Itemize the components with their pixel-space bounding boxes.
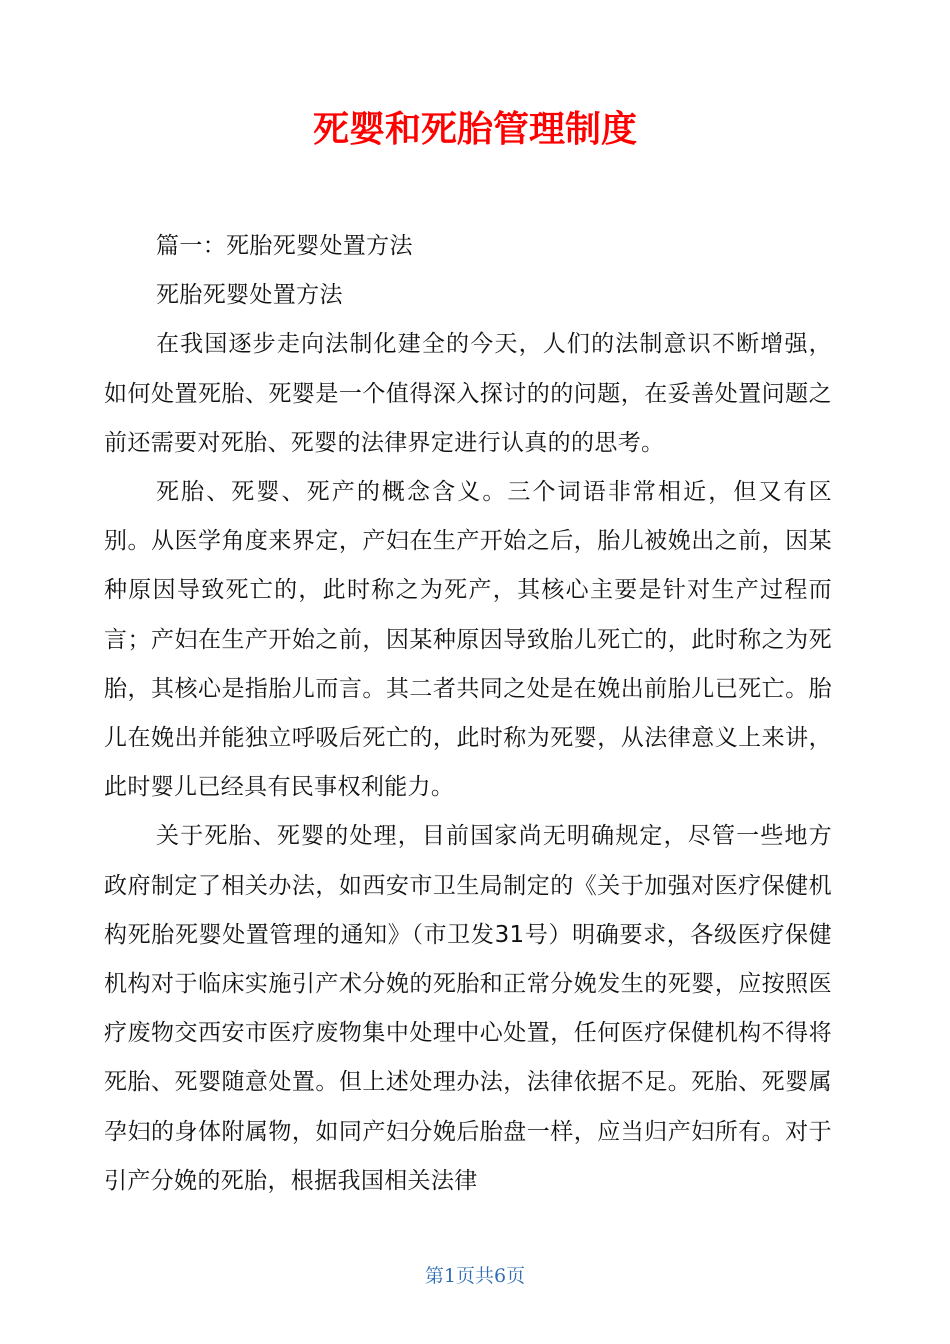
body-paragraph: 在我国逐步走向法制化建全的今天，人们的法制意识不断增强，如何处置死胎、死婴是一个值得深入探讨的的问题，在妥善处置问题之前还需要对死胎、死婴的法律界定进行认真的的思考。 [104, 331, 832, 456]
page-number-footer: 第1页共6页 [424, 1265, 526, 1287]
document-body [104, 222, 832, 1206]
document-title: 死婴和死胎管理制度 [312, 109, 637, 150]
body-paragraph: 关于死胎、死婴的处理，目前国家尚无明确规定，尽管一些地方政府制定了相关办法，如西安市卫生局制定的《关于加强对医疗保健机构死胎死婴处置管理的通知》（市卫发31号）明确要求，各级医疗保健机构对于临床实施引产术分娩的死胎和正常分娩发生的死婴，应按照医疗废物交西安市医疗废物集中处理中心处置，任何医疗保健机构不得将死胎、死婴随意处置。但上述处理办法，法律依据不足。死胎、死婴属孕妇的身体附属物，如同产妇分娩后胎盘一样，应当归产妇所有。对于引产分娩的死胎，根据我国相关法律 [104, 823, 832, 1194]
body-paragraph: 死胎、死婴、死产的概念含义。三个词语非常相近，但又有区别。从医学角度来界定，产妇在生产开始之后，胎儿被娩出之前，因某种原因导致死亡的，此时称之为死产，其核心主要是针对生产过程而言；产妇在生产开始之前，因某种原因导致胎儿死亡的，此时称之为死胎，其核心是指胎儿而言。其二者共同之处是在娩出前胎儿已死亡。胎儿在娩出并能独立呼吸后死亡的，此时称为死婴，从法律意义上来讲，此时婴儿已经具有民事权利能力。 [104, 479, 832, 801]
subsection-heading: 死胎死婴处置方法 [156, 282, 343, 309]
section-heading: 篇一：死胎死婴处置方法 [156, 233, 413, 259]
